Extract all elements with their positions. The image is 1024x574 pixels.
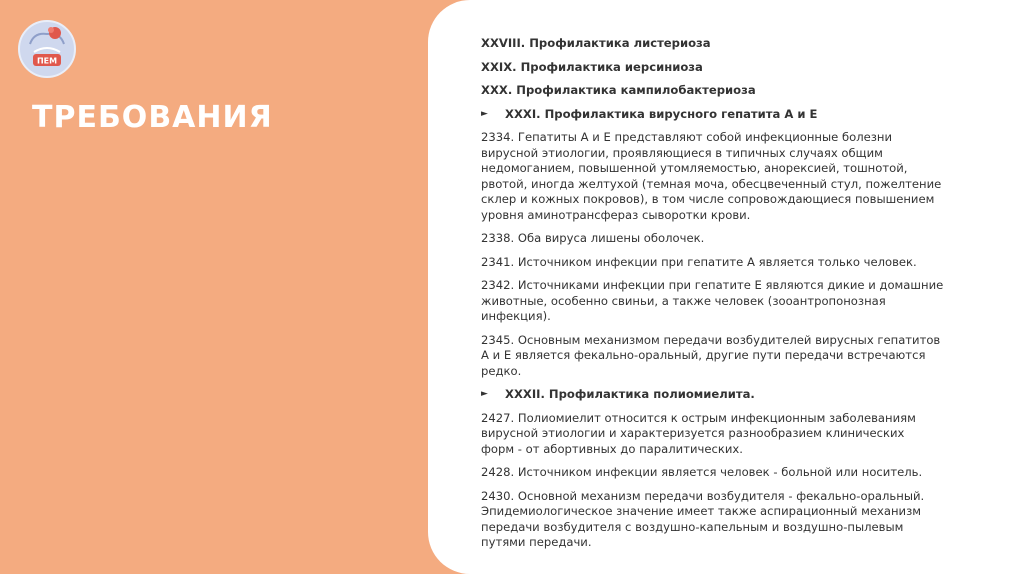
- paragraph-line: животные, особенно свиньи, а также человек (зооантропонозная: [481, 293, 886, 308]
- section-heading-hepatitis-label: XXXI. Профилактика вирусного гепатита А и Е: [505, 106, 818, 121]
- paragraph-line: 2341. Источником инфекции при гепатите А является только человек.: [481, 254, 917, 269]
- paragraph-line: редко.: [481, 363, 522, 378]
- paragraph-line: 2342. Источниками инфекции при гепатите Е являются дикие и домашние: [481, 278, 944, 292]
- section-heading-yersiniosis: XXIX. Профилактика иерсиниоза: [481, 59, 703, 74]
- paragraph-2338: [481, 231, 1001, 247]
- section-heading-listeriosis: XXVIII. Профилактика листериоза: [481, 36, 711, 50]
- paragraph-line: 2345. Основным механизмом передачи возбудителей вирусных гепатитов: [481, 332, 941, 347]
- paragraph-2334: [481, 130, 1001, 223]
- paragraph-2427: [481, 411, 1001, 458]
- logo: [18, 20, 76, 78]
- section-heading-campylobacteriosis: XXX. Профилактика кампилобактериоза: [481, 83, 756, 97]
- paragraph-line: 2427. Полиомиелит относится к острым инфекционным заболеваниям: [481, 410, 916, 425]
- paragraph-line: 2334. Гепатиты А и Е представляют собой инфекционные болезни: [481, 130, 893, 144]
- paragraph-line: уровня аминотрансфераз сыворотки крови.: [481, 207, 751, 222]
- paragraph-line: А и Е является фекально-оральный, другие пути передачи встречаются: [481, 348, 926, 362]
- logo-emblem-icon: [20, 22, 74, 76]
- paragraph-line: передачи возбудителя с воздушно-капельным и воздушно-пылевым: [481, 519, 904, 534]
- logo-text: ПЕМ: [36, 56, 58, 66]
- paragraph-line: вирусной этиологии, проявляющиеся в типичных случаях общим: [481, 145, 883, 160]
- section-heading-polio: [481, 387, 1001, 403]
- paragraph-line: вирусной этиологии и характеризуется разнообразием клинических: [481, 426, 905, 440]
- triangle-bullet-icon: ►: [481, 108, 488, 119]
- content-text: [481, 36, 1001, 559]
- paragraph-line: рвотой, иногда желтухой (темная моча, обесцвеченный стул, пожелтение: [481, 176, 942, 191]
- paragraph-line: путями передачи.: [481, 535, 592, 549]
- paragraph-line: 2338. Оба вируса лишены оболочек.: [481, 231, 705, 245]
- slide-title: ТРЕБОВАНИЯ: [32, 100, 273, 135]
- paragraph-line: инфекция).: [481, 309, 551, 323]
- paragraph-2342: [481, 278, 1001, 325]
- paragraph-2341: [481, 255, 1001, 271]
- paragraph-line: форм - от абортивных до паралитических.: [481, 441, 743, 456]
- paragraph-2430: [481, 489, 1001, 551]
- paragraph-2428: [481, 465, 1001, 481]
- paragraph-line: 2428. Источником инфекции является человек - больной или носитель.: [481, 465, 923, 479]
- paragraph-line: недомоганием, повышенной утомляемостью, анорексией, тошнотой,: [481, 161, 908, 175]
- paragraph-line: 2430. Основной механизм передачи возбудителя - фекально-оральный.: [481, 488, 925, 503]
- triangle-bullet-icon: ►: [481, 389, 488, 399]
- section-heading-hepatitis: [481, 107, 1001, 123]
- paragraph-line: Эпидемиологическое значение имеет также аспирационный механизм: [481, 504, 921, 518]
- paragraph-2345: [481, 333, 1001, 380]
- paragraph-line: склер и кожных покровов), в том числе сопровождающиеся повышением: [481, 192, 935, 206]
- section-heading-polio-label: XXXII. Профилактика полиомиелита.: [505, 387, 755, 401]
